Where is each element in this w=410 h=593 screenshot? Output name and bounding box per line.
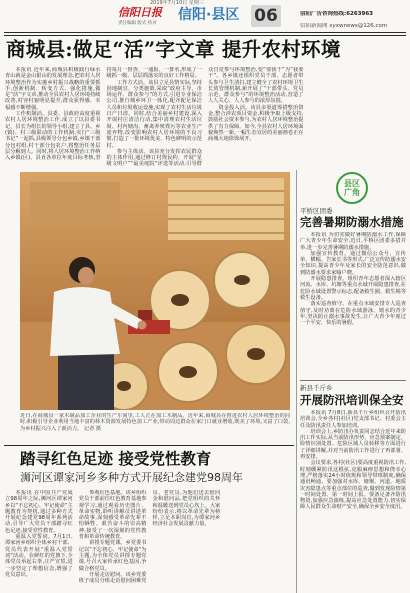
paragraph: 开展走访慰问。该乡党委班子成员分组走访慰问困难党员、老党员,为他们送去慰问金和慰问品,把党组织的关怀和温暖送到党员心坎上。大家纷纷表示,将以革命先辈为榜样,立足本职岗位,为谭家河乡经济社会发展贡献力量。	[78, 490, 221, 585]
paragraph: 工作机制活。县委、县政府高度重视农村人居环境整治工作,成立了以县委书记、县长为组长的领导小组,建立了县、乡(镇)、村三级联动的工作机制,实行“三级书记”一起抓,县级领导分包乡镇,乡镇干部分包村组,村干部分包农户,将整治任务层层分解到人。同时,将人居环境整治工作纳入乡镇(区)、县直各单位年度目标考核,坚持每月一督查、一通报、一排名,形成了一级抓一级、层层抓落实的良好工作格局。	[5, 67, 202, 162]
worker-face	[78, 267, 94, 285]
paragraph: 本报讯 为切实做好暑期防溺水工作,保障广大青少年生命安全,近日,平桥区团委多措并举,进一步完善暑期防溺水措施。	[300, 232, 406, 251]
paragraph: 本报讯 在中国共产党成立98周年之际,浉河区谭家河乡以“不忘初心、牢记使命”主题教育为契机,通过多种方式开展纪念建党98周年系列活动,引导广大党员干部踏寻红色足迹,接受党性教育。	[5, 490, 73, 534]
disc-hole	[171, 294, 189, 306]
bottom-headline: 踏寻红色足迹 接受党性教育	[20, 449, 212, 468]
masthead-rule-thin	[4, 35, 406, 36]
website-email: 信阳新闻网 xyxwnews@126.com	[300, 23, 388, 29]
photo-caption: 近日,在商城县一家木制品加工企业的生产车间里,工人正在加工木制品。近年来,商城县在推进农村人居环境整治的同时,积极引导企业利用当地丰富的林木资源发展特色加工产业,带动周边群众在家门口就业增收,既美了环境,又富了口袋,为乡村振兴注入了新活力。 记者 摄	[20, 413, 290, 432]
ad-hotline: 信阳广告咨询热线:6263963	[300, 11, 373, 17]
wood-board	[168, 204, 284, 206]
wood-board	[168, 218, 284, 220]
saw-blade-guard	[138, 310, 152, 320]
bottom-story-body	[5, 490, 294, 590]
issue-date: 2019年7月10日 星期三	[150, 0, 204, 6]
bottom-story-rule	[4, 445, 294, 446]
wood-board	[168, 232, 284, 234]
worker-hand	[138, 321, 147, 330]
paragraph: 工作方式活。该县立足县情实际,坚持因地制宜、分类施策,采取“政府主导、市场运作、群众参与”的方式,引进专业保洁公司,推行城乡环卫一体化,配齐配足保洁人员和垃圾收运设施,实现了农村生活垃圾日产日清。同时,结合美丽乡村建设,深入开展村庄清洁行动,集中清理农村生活垃圾、村内塘沟、畜禽养殖粪污等农业生产废弃物,改变影响农村人居环境的不良习惯,打造了一批环境优美、特色鲜明的示范村。	[106, 79, 202, 149]
sidebar-separator	[300, 380, 406, 381]
worker-shirt	[50, 287, 120, 356]
page-number: 06	[251, 5, 281, 27]
section-title: 信阳·县区	[178, 7, 240, 23]
disc-hole	[234, 275, 250, 285]
disc-hole	[179, 366, 197, 378]
paragraph: 培训会上,乡防汛办负责同志结合近年来防汛工作实际,从当前防汛形势、应急预案制定、险情识别处置、危险区域人员转移等方面进行了详细讲解,并对当前防汛工作进行了再部署、再安排。	[300, 428, 406, 461]
newspaper-logo: 信阳日报	[118, 6, 162, 19]
masthead-rule	[4, 32, 406, 33]
paragraph: 本报讯 近年来,商城县积极践行绿水青山就是金山银山的发展理念,把农村人居环境整治作为实施乡村振兴战略的重要抓手,创新机制、转变方式、强化措施,做足“活”字文章,推动全县农村人居环境持续改善,村容村貌明显提升,群众获得感、幸福感不断增强。	[5, 67, 101, 111]
paragraph: 开展隐患排查。组织青年志愿者深入辖区河流、水库、坑塘等重点水域开展隐患排查,在危险水域设置警示标志,配备救生圈、救生绳等救生设备。	[300, 276, 406, 301]
paragraph: 本报讯 7月8日,新县千斤乡组织召开防汛培训会,全乡各村(社区)党支部书记、村委会主任及防汛责任人参加培训。	[300, 410, 406, 429]
paragraph: 参与主体活。该县充分发挥农民群众的主体作用,通过修订村规民约、开展“星级文明户”“最美庭院”评选等活动,引导群众自觉参与环境整治,变“要我干”为“我要干”。各乡镇还组织党员干部、志愿者带头参与卫生清扫,建立健全了农村环境卫生长效管理机制,新开展了“干部带头、党员示范、群众参与”的环境整治活动,营造了人人关心、人人参与的浓厚氛围。	[106, 67, 304, 168]
photo-illustration	[20, 172, 290, 410]
disc-hole	[247, 348, 265, 360]
disc-hole	[117, 381, 131, 391]
paragraph: 加强宣传教育。通过微信公众号、宣传单、横幅、告家长书等形式,广泛宣传防溺水安全知识,提高青少年及家长的安全防范意识,做到防溺水要求家喻户晓。	[300, 250, 406, 276]
paragraph: 会议要求,各村(社区)要高度重视防汛工作,时刻绷紧防汛这根弦,克服麻痹思想和侥幸心理,严格落实24小时值班和领导带班制度,确保通讯畅通。要加强对水库、塘堰、河道、地质灾害隐患点等重点部位的巡查,做到发现险情第一时间处置、第一时间上报。要备足备齐防汛物资,加强应急演练,提高应急处置能力,切实保障人民群众生命财产安全,确保全乡安全度汛。	[300, 460, 406, 511]
paragraph: 落实巡查值守。在重点水域安排专人巡查值守,及时劝离在危险水域游泳、嬉水的青少年,坚决防止溺水事故发生,让广大青少年度过一个平安、快乐的暑假。	[300, 301, 406, 327]
wood-board	[168, 190, 284, 192]
bottom-subheadline: 浉河区谭家河乡多种方式开展纪念建党98周年	[20, 471, 243, 484]
worker-pants	[58, 350, 114, 410]
sidebar-article-body	[300, 410, 406, 590]
lead-headline: 商城县:做足“活”字文章 提升农村环境	[6, 38, 341, 61]
sidebar-kicker: 新县千斤乡	[300, 384, 333, 392]
column-divider	[296, 170, 297, 593]
sidebar-headline: 完善暑期防溺水措施	[300, 215, 404, 229]
sidebar-headline: 开展防汛培训保全安	[300, 393, 404, 407]
lead-story-body	[5, 67, 405, 169]
wood-stack	[168, 178, 284, 240]
sidebar-article-body	[300, 232, 406, 377]
sidebar-kicker: 平桥区团委	[300, 207, 333, 215]
badge-county-corner	[336, 172, 368, 204]
news-photo	[20, 172, 290, 410]
badge-label: 县区广角	[344, 179, 360, 197]
staff-credits: 责任编辑 版式 校对	[118, 21, 157, 26]
paragraph: 参观红色基地。该乡组织党员干部前往红色教育基地参观学习,通过观看历史图片、革命实物,聆听讲解员讲述革命故事,深刻感受革命先辈不怕牺牲、艰苦奋斗的崇高精神,接受了一次深刻的党性教育和革命传统教育。	[78, 490, 147, 541]
wood-stack	[30, 182, 120, 222]
paragraph: 资金投入活。该县多渠道筹措整治资金,整合涉农项目资金,积极争取上级支持,鼓励社会资本参与,为农村人居环境整治提供了有力保障。如今,全县农村人居环境面貌焕然一新,一幅生态宜居的美丽画卷正在商城大地徐徐展开。	[208, 104, 304, 143]
paragraph: 重温入党誓词。7月1日,谭家河乡组织全体乡村干部、党员代表开展“重温入党誓词”活动。在鲜红的党旗下,全体党员举起右拳,庄严宣誓,进一步坚定了理想信念,增强了党员意识。	[5, 534, 73, 578]
paragraph: 讲授专题党课。乡党委书记以“不忘初心、牢记使命”为主题,为全体党员讲授专题党课,号召大家传承红色基因,争做合格党员。	[78, 540, 147, 572]
